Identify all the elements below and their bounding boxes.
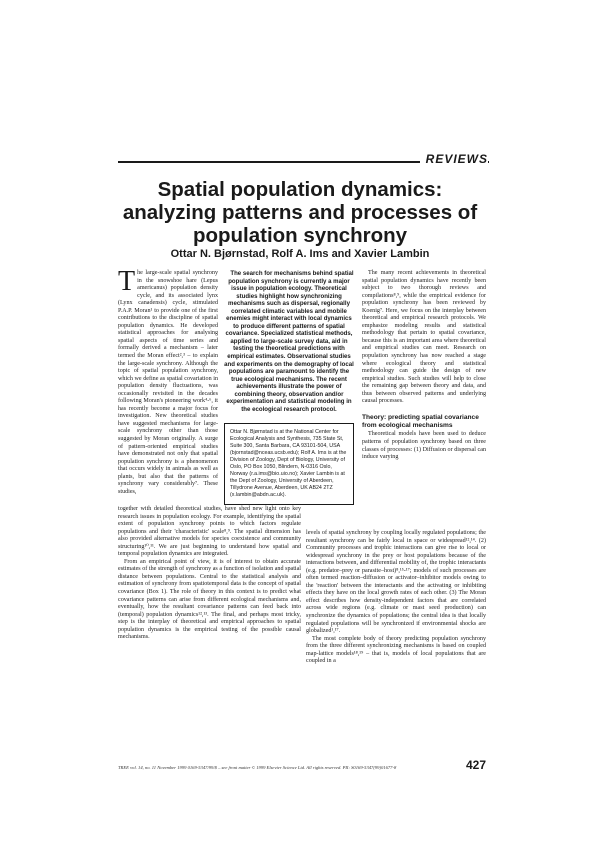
article-title: Spatial population dynamics: analyzing patterns and processes of population synchrony <box>122 178 478 247</box>
footer-citation: TREE vol. 14, no. 11 November 1999 0169-5347/99/$ – see front matter © 1999 Elsevier Science Ltd. All rights reserved. PII: S0169-5347(99)01677-8 <box>118 765 397 770</box>
author-affiliation-box: Ottar N. Bjørnstad is at the National Center for Ecological Analysis and Synthesis, 735 State St, Suite 300, Santa Barbara, CA 93101-504, USA (bjornstad@nceas.ucsb.edu); Rolf A. Ims is at the Division of Zoology, Dept of Biology, University of Oslo, PO Box 1050, Blindern, N-0316 Oslo, Norway (r.a.ims@bio.uio.no); Xavier Lambin is at the Dept of Zoology, University of Aberdeen, Tillydrone Avenue, Aberdeen, UK AB24 2TZ (x.lambin@abdn.ac.uk). <box>224 423 354 505</box>
right-paragraph-1: The many recent achievements in theoretical spatial population dynamics have recently been subject to two thorough reviews and compilations⁸,⁹, while the empirical evidence for population synchrony has been reviewed by Koenig⁷. Here, we focus on the interplay between theoretical and empirical research protocols. We emphasize modeling results and statistical methodology that pertain to spatial covariance, because this is an important area where theoretical and empirical studies can meet. Research on population synchrony has now reached a stage where ecological theory and statistical methodology can guide the design of new empirical studies. Such studies will help to close the remaining gap between theory and data, and thus between observed patterns and underlying causal processes. <box>362 270 486 405</box>
lower-left-paragraph-1: together with detailed theoretical studies, have shed new light onto key research issues in population ecology. For example, identifying the spatial extent of population synchrony points to which factors regulate populations and their 'characteristic' scale⁸,⁹. The spatial dimension has also provided alternative models for species coexistence and community structuring¹⁰,¹¹. We are just beginning to understand how spatial and temporal population dynamics are integrated. <box>118 506 301 558</box>
drop-cap: T <box>118 266 136 297</box>
lower-right-paragraph-1: levels of spatial synchrony by coupling locally regulated populations; the resultant synchrony can be fairly local in space or widespread¹²,¹⁴. (2) Community processes and trophic interactions can give rise to local or widespread synchrony in the prey or host populations because of the interactions between, and differential mobility of, the trophic interactants (e.g. predator–prey or parasite–host)⁸,¹⁵-¹⁷; models of such processes are often termed reaction–diffusion or activator–inhibitor models owing to the 'reaction' between the interactants and the activating or inhibiting effects they have on the local growth rates of each other. (3) The Moran effect describes how density-independent factors that are correlated across wide regions (e.g. climate or mast seed production) can synchronize the dynamics of populations; the central idea is that locally regulated populations will be synchronized if environmental shocks are globalized¹,¹⁷. <box>306 530 486 635</box>
intro-text: he large-scale spatial synchrony in the snowshoe hare (Lepus americanus) population density cycle, and its associated lynx (Lynx canadensis) cycle, stimulated P.A.P. Moran¹ to provide one of the first contributions to the discipline of spatial population dynamics. He developed statistical approaches for analysing spatial aspects of time series and formally derived a mechanism – later termed the Moran effect²,³ – to explain the large-scale synchrony. Although the topic of spatial population synchrony, which we define as spatial covariation in population density fluctuations, was occasionally revisited in the decades following Moran's pioneering work⁴-⁶, it has recently become a major focus for investigation. New theoretical studies have suggested mechanisms for large-scale synchrony other than those suggested by Moran originally. A surge of pattern-oriented empirical studies have demonstrated not only that spatial population synchrony is a phenomenon that occurs widely in animals as well as plants, but also that the patterns of synchrony vary considerably⁷. These studies, <box>118 270 218 495</box>
right-column <box>362 270 486 462</box>
section-heading: Theory: predicting spatial covariance from ecological mechanisms <box>362 413 479 429</box>
lower-right-paragraph-2: The most complete body of theory predicting population synchrony from the three different synchronizing mechanisms is based on coupled map-lattice models¹⁸,¹⁹ – that is, models of local populations that are coupled in a <box>306 635 486 665</box>
lower-left-text <box>118 506 301 642</box>
lower-right-text <box>306 530 486 666</box>
lower-left-paragraph-2: From an empirical point of view, it is of interest to obtain accurate estimates of the strength of synchrony as a function of isolation and spatial distance between populations. Central to the statistical analysis and estimation of synchrony from spatiotemporal data is the concept of spatial covariance (Box 1). The role of theory in this context is to predict what covariance patterns can arise from different ecological mechanisms and, eventually, how the resultant covariance patterns can feed back into (temporal) population dynamics¹²,¹³. The final, and perhaps most tricky, step is the interplay of theoretical and empirical approaches to spatial population dynamics is the empirical testing of the possible causal mechanisms. <box>118 558 301 641</box>
intro-paragraph <box>118 266 218 496</box>
left-column <box>118 266 218 496</box>
article-authors: Ottar N. Bjørnstad, Rolf A. Ims and Xavier Lambin <box>170 248 430 260</box>
middle-column <box>224 270 354 505</box>
page-number: 427 <box>466 758 487 772</box>
section-label: REVIEWS <box>420 152 488 166</box>
abstract: The search for mechanisms behind spatial population synchrony is currently a major issue in population ecology. Theoretical studies highlight how synchronizing mechanisms such as dispersal, regionally correlated climatic variables and mobile enemies might interact with local dynamics to produce different patterns of spatial covariance. Specialized statistical methods, applied to large-scale survey data, aid in testing the theoretical predictions with empirical estimates. Observational studies and experiments on the demography of local populations are paramount to identify the true ecological mechanisms. The recent achievements illustrate the power of combining theory, observation and/or experimentation and statistical modeling in the ecological research protocol. <box>224 270 354 413</box>
right-paragraph-2: Theoretical models have been used to deduce patterns of population synchrony based on three classes of processes: (1) Diffusion or dispersal can induce varying <box>362 431 486 461</box>
